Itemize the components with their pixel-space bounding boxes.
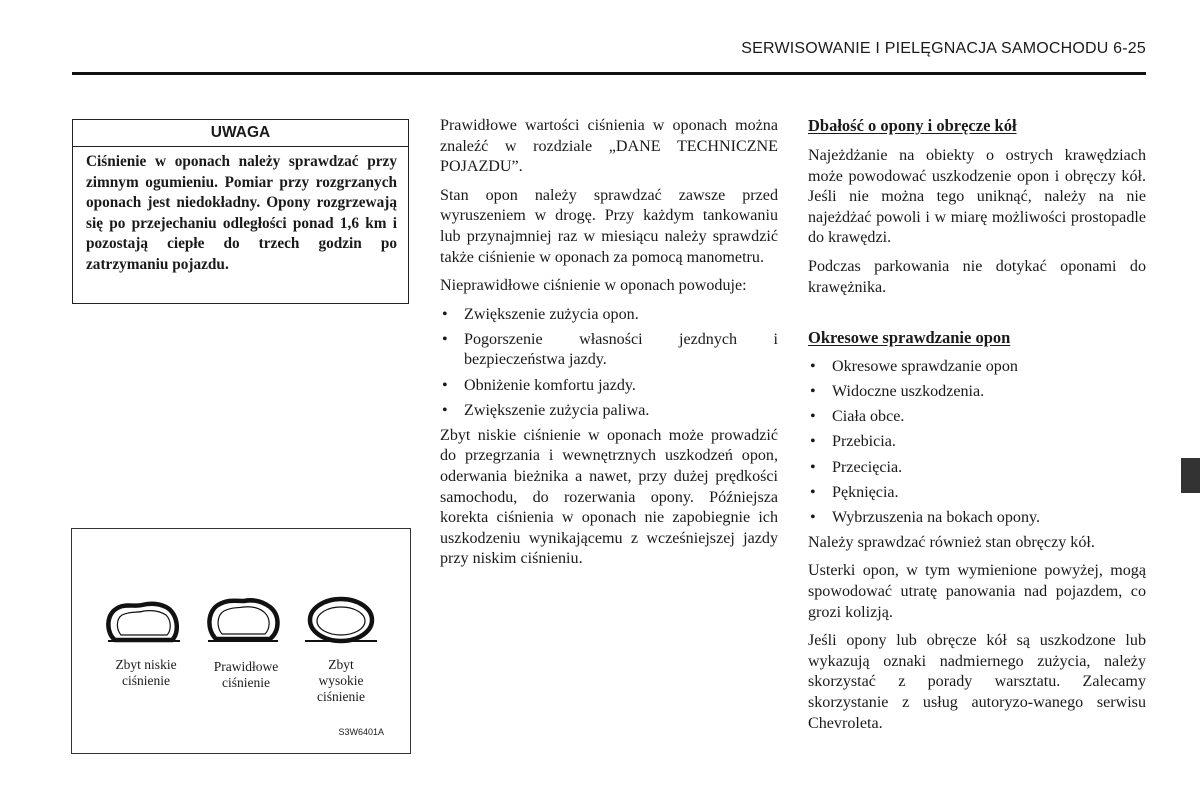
warning-title: UWAGA <box>73 120 408 147</box>
tire-illustrations <box>72 529 412 755</box>
paragraph: Należy sprawdzać również stan obręczy kół. <box>808 533 1095 551</box>
paragraph: Jeśli opony lub obręcze kół są uszkodzone lub wykazują oznaki nadmiernego zużycia, należy skorzystać z porady warsztatu. Zalecamy skorzystanie z usług autoryzo-wanego serwisu Chevroleta. <box>808 632 1146 732</box>
header-rule <box>72 72 1146 75</box>
paragraph: Zbyt niskie ciśnienie w oponach może prowadzić do przegrzania i wewnętrznych uszkodzeń opon, oderwania bieżnika a nawet, przy dużej prędkości samochodu, do rozerwania opony. Późniejsza korekta ciśnienia w oponach nie zapobiegnie ich uszkodzeniu wynikającemu z wcześniejszej jazdy przy niskim ciśnieniu. <box>440 426 778 568</box>
paragraph: Usterki opon, w tym wymienione powyżej, mogą spowodować utratę panowania nad pojazdem, co grozi kolizją. <box>808 562 1146 621</box>
list-item: • Ciała obce. <box>808 407 1146 428</box>
list-item: • Obniżenie komfortu jazdy. <box>440 376 778 397</box>
page-header: SERWISOWANIE I PIELĘGNACJA SAMOCHODU 6-25 <box>741 40 1146 57</box>
list-item: • Okresowe sprawdzanie opon <box>808 357 1146 378</box>
list-item: • Wybrzuszenia na bokach opony. <box>808 508 1146 529</box>
list-item: • Przebicia. <box>808 432 1146 453</box>
section-heading: Dbałość o opony i obręcze kół <box>808 116 1017 135</box>
paragraph: Najeżdżanie na obiekty o ostrych krawędziach może powodować uszkodzenie opon i obręczy kół. Jeśli nie można tego uniknąć, należy na nie najeżdżać powoli i w miarę możliwości prostopadle do krawędzi. <box>808 147 1146 247</box>
column-3 <box>808 116 1146 742</box>
list-item: • Zwiększenie zużycia paliwa. <box>440 401 778 422</box>
tire-underinflated-illustration <box>108 604 180 641</box>
warning-box <box>72 119 409 304</box>
list-item: • Przecięcia. <box>808 458 1146 479</box>
inspection-list <box>808 357 1146 528</box>
figure-label-low: Zbyt niskie ciśnienie <box>115 657 177 688</box>
section-heading: Okresowe sprawdzanie opon <box>808 328 1011 348</box>
figure-label-normal: Prawidłowe ciśnienie <box>213 659 279 690</box>
list-item: • Pogorszenie własności jezdnych i bezpieczeństwa jazdy. <box>440 330 778 371</box>
paragraph: Podczas parkowania nie dotykać oponami do krawężnika. <box>808 257 1146 296</box>
column-2 <box>440 116 778 578</box>
warning-body: Ciśnienie w oponach należy sprawdzać przy zimnym ogumieniu. Pomiar przy rozgrzanych oponach jest niedokładny. Opony rozgrzewają się po przejechaniu odległości ponad 1,6 km i pozostają ciepłe do trzech godzin po zatrzymaniu pojazdu. <box>86 153 397 273</box>
paragraph: Nieprawidłowe ciśnienie w oponach powoduje: <box>440 277 747 295</box>
chapter-tab-marker <box>1181 458 1200 493</box>
paragraph: Stan opon należy sprawdzać zawsze przed wyruszeniem w drogę. Przy każdym tankowaniu lub przynajmniej raz w miesiącu należy sprawdzić także ciśnienie w oponach za pomocą manometru. <box>440 186 778 266</box>
paragraph: Prawidłowe wartości ciśnienia w oponach można znaleźć w rozdziale „DANE TECHNICZNE POJAZDU”. <box>440 117 778 176</box>
figure-label-high: Zbyt wysokie ciśnienie <box>317 657 365 704</box>
figure-code: S3W6401A <box>338 727 384 737</box>
tire-normal-illustration <box>208 600 278 641</box>
list-item: • Widoczne uszkodzenia. <box>808 382 1146 403</box>
tire-pressure-figure <box>71 528 411 754</box>
list-item: • Zwiększenie zużycia opon. <box>440 305 778 326</box>
list-item: • Pęknięcia. <box>808 483 1146 504</box>
tire-overinflated-illustration <box>305 599 377 641</box>
effects-list <box>440 305 778 421</box>
